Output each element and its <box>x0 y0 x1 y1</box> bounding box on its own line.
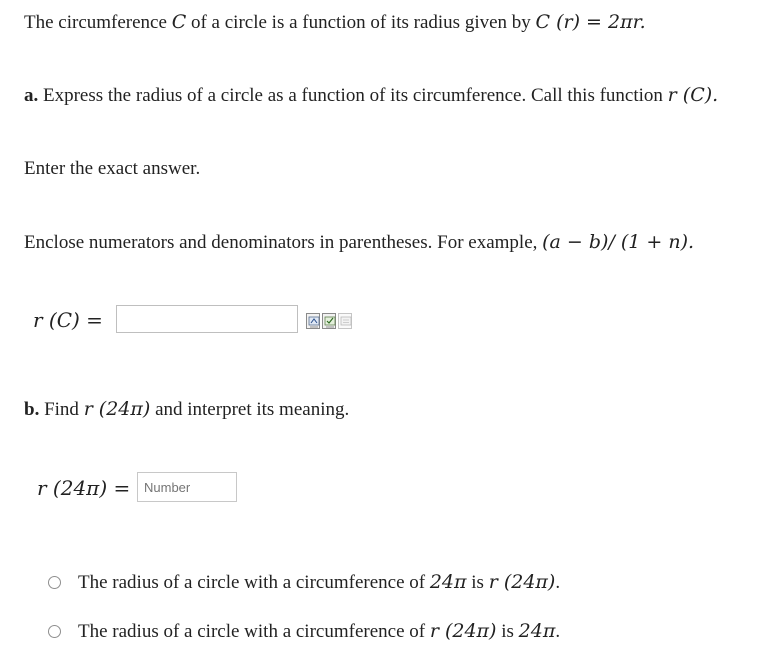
option-1-post: . <box>555 572 561 593</box>
intro-var-c: C <box>171 11 187 33</box>
option-1-math-2: r (24π) <box>488 571 556 593</box>
option-1-math-1: 24π <box>429 571 467 593</box>
part-b-post: and interpret its meaning. <box>150 399 350 420</box>
parentheses-example: (a − b)/ (1 + n). <box>542 231 695 253</box>
intro-formula: C (r) = 2πr. <box>535 11 646 33</box>
part-a-letter: a. <box>24 85 39 106</box>
option-2-mid: is <box>496 621 519 642</box>
parentheses-instruction-text: Enclose numerators and denominators in parentheses. For example, <box>24 232 543 253</box>
option-1[interactable] <box>48 570 560 595</box>
equation-tools <box>306 313 352 329</box>
equation-help-icon[interactable] <box>338 313 352 329</box>
option-1-mid: is <box>466 572 489 593</box>
part-b-letter: b. <box>24 399 40 420</box>
equation-editor-icon[interactable] <box>306 313 320 329</box>
option-1-label[interactable] <box>78 570 560 595</box>
part-b-pre: Find <box>39 399 84 420</box>
answer-b-label: r (24π) = <box>37 476 131 500</box>
option-2-radio[interactable] <box>48 625 61 638</box>
option-2[interactable] <box>48 619 560 644</box>
answer-a-label: r (C) = <box>33 308 103 332</box>
option-2-math-1: r (24π) <box>429 620 497 642</box>
intro-middle: of a circle is a function of its radius given by <box>186 12 536 33</box>
part-b-prompt <box>24 397 349 422</box>
part-a-text: Express the radius of a circle as a function of its circumference. Call this function <box>38 85 668 106</box>
parentheses-instruction <box>24 230 694 255</box>
exact-answer-instruction: Enter the exact answer. <box>24 158 201 179</box>
option-2-label[interactable] <box>78 619 560 644</box>
answer-a-input[interactable] <box>116 305 298 333</box>
intro-prefix: The circumference <box>24 12 172 33</box>
part-a-prompt <box>24 83 718 108</box>
option-1-pre: The radius of a circle with a circumference of <box>78 572 430 593</box>
problem-intro <box>24 10 646 35</box>
option-2-post: . <box>555 621 561 642</box>
equation-check-icon[interactable] <box>322 313 336 329</box>
part-b-function: r (24π) <box>83 398 151 420</box>
answer-b-number-input[interactable] <box>137 472 237 502</box>
part-a-function: r (C). <box>667 84 719 106</box>
option-2-pre: The radius of a circle with a circumference of <box>78 621 430 642</box>
option-1-radio[interactable] <box>48 576 61 589</box>
option-2-math-2: 24π <box>518 620 556 642</box>
